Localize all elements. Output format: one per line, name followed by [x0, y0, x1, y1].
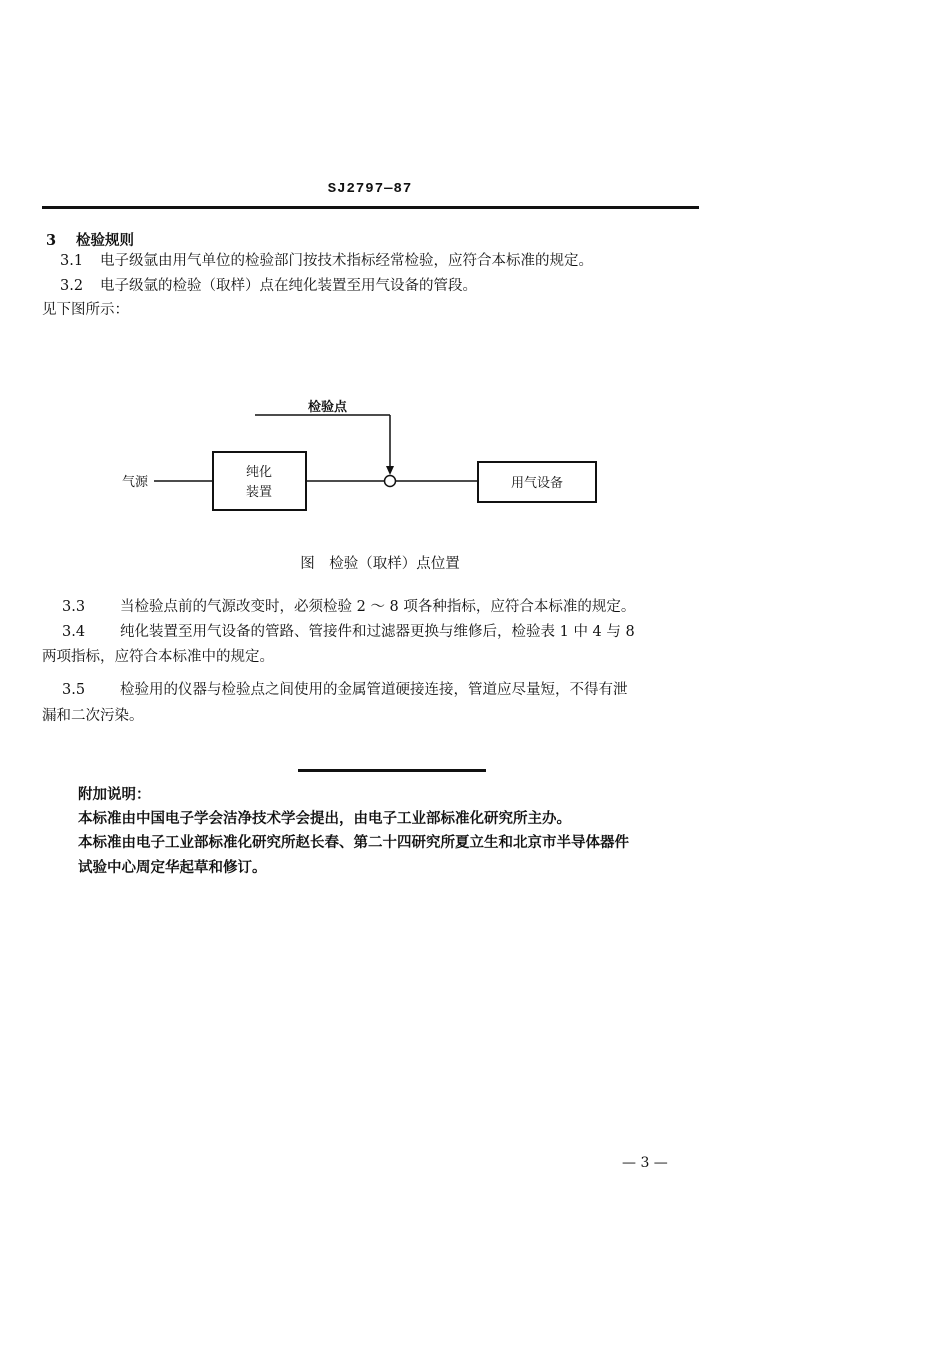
page-number: — 3 —: [622, 1155, 668, 1171]
clause-3-5-continuation: 漏和二次污染。: [42, 708, 144, 724]
appendix-line-2: 本标准由电子工业部标准化研究所赵长春、第二十四研究所夏立生和北京市半导体器件: [78, 834, 629, 851]
clause-3-5: [62, 680, 628, 700]
arrow-head-icon: [386, 466, 394, 475]
appendix-title: 附加说明：: [78, 786, 151, 803]
appendix-rule: [298, 769, 486, 772]
clause-3-2: [60, 276, 477, 296]
purifier-label-line2: 装置: [245, 485, 273, 500]
clause-3-4: [62, 622, 635, 642]
appendix-line-3: 试验中心周定华起草和修订。: [78, 859, 267, 876]
purifier-label-line1: 纯化: [245, 465, 273, 480]
clause-number: 3.3: [62, 599, 86, 615]
appendix-line-1: 本标准由中国电子学会洁净技术学会提出，由电子工业部标准化研究所主办。: [78, 810, 571, 827]
clause-3-3: [62, 597, 635, 617]
junction-circle: [385, 476, 396, 487]
section-title: 检验规则: [76, 232, 134, 249]
clause-text: 电子级氩的检验（取样）点在纯化装置至用气设备的管段。: [100, 278, 477, 294]
header-rule: [42, 206, 699, 209]
clause-3-4-continuation: 两项指标，应符合本标准中的规定。: [42, 649, 274, 665]
clause-text: 纯化装置至用气设备的管路、管接件和过滤器更换与维修后，检验表 1 中 4 与 8: [120, 624, 635, 640]
section-number: 3: [46, 232, 57, 249]
clause-3-1: [60, 251, 593, 271]
document-code: SJ2797—87: [327, 181, 413, 197]
clause-number: 3.1: [60, 253, 84, 269]
clause-number: 3.5: [62, 682, 86, 698]
clause-text: 检验用的仪器与检验点之间使用的金属管道硬接连接，管道应尽量短，不得有泄: [120, 682, 628, 698]
clause-text: 当检验点前的气源改变时，必须检验 2 ～ 8 项各种指标，应符合本标准的规定。: [120, 599, 636, 615]
gas-source-label: 气源: [122, 475, 149, 490]
equipment-label: 用气设备: [510, 476, 564, 491]
figure-caption: 图 检验（取样）点位置: [300, 556, 460, 572]
clause-text: 电子级氩由用气单位的检验部门按技术指标经常检验，应符合本标准的规定。: [100, 253, 593, 269]
test-point-diagram: [100, 390, 620, 530]
section-heading: [46, 229, 134, 250]
clause-number: 3.4: [62, 624, 86, 640]
purifier-box: [213, 452, 306, 510]
clause-number: 3.2: [60, 278, 84, 294]
clause-3-2-continuation: 见下图所示：: [42, 302, 129, 318]
test-point-label: 检验点: [308, 400, 348, 415]
